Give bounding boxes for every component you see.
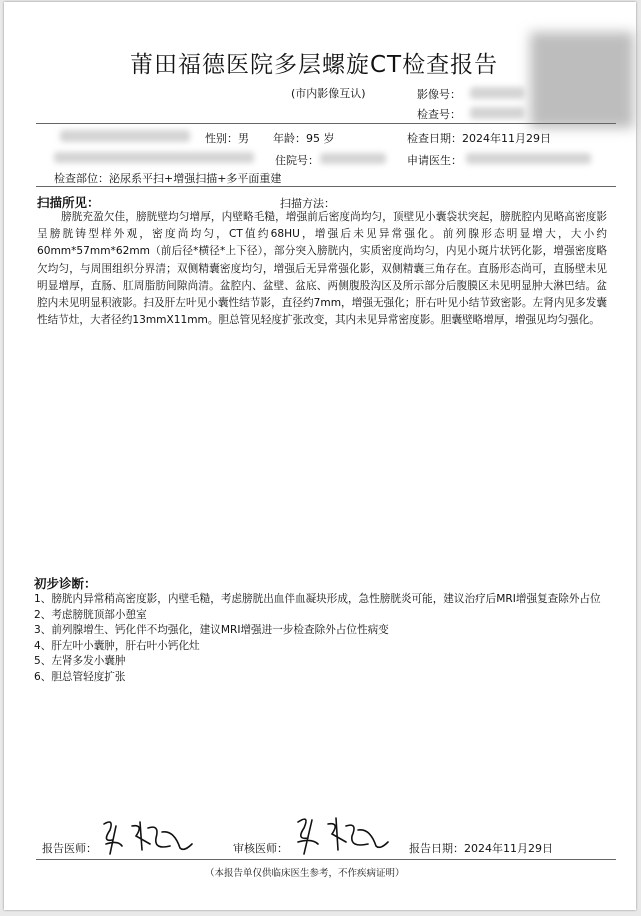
diagnosis-item: 6、胆总管轻度扩张 [34,670,126,683]
diagnosis-item: 3、前列腺增生、钙化伴不均强化，建议MRI增强进一步检查除外占位性病变 [34,624,389,636]
findings-text: 膀胱充盈欠佳，膀胱壁均匀增厚，内壁略毛糙，增强前后密度尚均匀，顶壁见小囊袋状突起，膀胱腔内见略高密度影呈膀胱铸型样外观，密度尚均匀，CT值约68HU，增强后未见异常强化。前列腺形态明显增大，大小约60mm*57mm*62mm（前后径*横径*上下径），部分突入膀胱内，实质密度尚均匀，内见小斑片状钙化影，增强密度略欠均匀，与周围组织分界清；双侧精囊密度均匀，增强后无异常强化影，双侧精囊三角存在。直肠形态尚可，直肠壁未见明显增厚，直肠、肛周脂肪间隙尚清。盆腔内、盆壁、盆底、两侧腹股沟区及所示部分后腹膜区未见明显肿大淋巴结。盆腔内未见明显积液影。扫及肝左叶见小囊性结节影，直径约7mm，增强无强化；肝右叶见小结节致密影。左肾内见多发囊性结节灶，大者径约13mmX11mm。胆总管见轻度扩张改变，其内未见异常密度影。胆囊壁略增厚，增强见均匀强化。 [37,211,607,327]
exam-no-label: 检查号： [417,108,461,121]
footer-note: （本报告单仅供临床医生参考，不作疾病证明） [205,868,405,879]
image-no-redacted [470,87,525,99]
divider-top [36,123,616,124]
exam-site-field: 检查部位：泌尿系平扫+增强扫描+多平面重建 [54,172,282,185]
age-field: 年龄：95 岁 [273,132,335,145]
inpatient-no-redacted [320,153,386,164]
diagnosis-item: 5、左肾多发小囊肿 [34,655,126,667]
patient-name-redacted [60,130,190,142]
reviewing-doctor-signature [290,810,390,858]
exam-no-redacted [470,107,525,119]
findings-label: 扫描所见： [37,195,100,210]
report-title: 莆田福德医院多层螺旋CT检查报告 [130,52,499,78]
gender-field: 性别：男 [205,132,249,145]
diagnosis-item: 2、考虑膀胱顶部小憩室 [34,608,147,621]
reviewing-doctor-label: 审核医师： [233,842,288,855]
report-page [4,2,636,910]
diagnosis-list [34,592,614,685]
qr-code-blurred [530,32,634,128]
requesting-doctor-redacted [466,153,591,164]
requesting-doctor-label: 申请医生： [407,154,462,167]
report-date-field: 报告日期：2024年11月29日 [409,842,553,855]
reporting-doctor-label: 报告医师： [42,842,97,855]
image-no-label: 影像号： [417,88,461,101]
reporting-doctor-signature [96,814,196,860]
report-subtitle: (市内影像互认) [291,87,366,100]
exam-date-field: 检查日期：2024年11月29日 [407,132,551,145]
divider-mid [36,186,616,187]
diagnosis-item: 1、膀胱内异常稍高密度影，内壁毛糙，考虑膀胱出血伴血凝块形成，急性膀胱炎可能，建议治疗后MRI增强复查除外占位 [34,593,601,605]
method-label: 扫描方法： [280,197,335,210]
diagnosis-item: 4、肝左叶小囊肿，肝右叶小钙化灶 [34,639,200,652]
patient-id-redacted [54,152,254,163]
inpatient-no-label: 住院号： [275,154,319,167]
diagnosis-label: 初步诊断： [34,576,97,591]
divider-bottom [36,859,616,860]
